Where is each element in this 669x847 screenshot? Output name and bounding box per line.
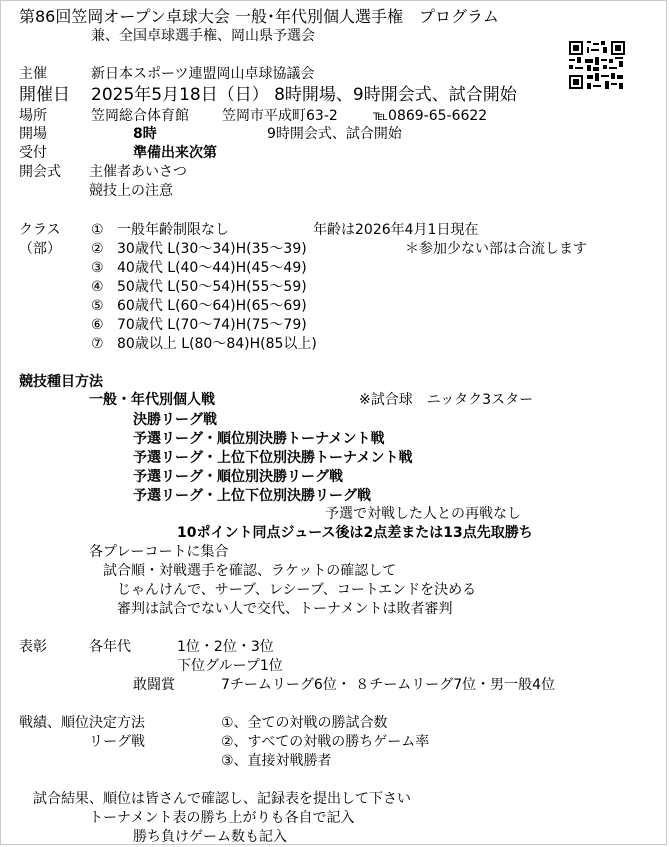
class-item: 30歳代 L(30～34)H(35～39): [117, 241, 307, 257]
footer-note: 勝ち負けゲーム数も記入: [133, 829, 287, 845]
class-item: 40歳代 L(40～44)H(45～49): [117, 260, 307, 276]
date-label: 開催日: [19, 85, 70, 105]
format-item: 決勝リーグ戦: [133, 412, 217, 428]
umpire-note: 審判は試合でない人で交代、トーナメントは敗者審判: [117, 601, 453, 617]
event-type: 一般・年代別個人戦: [89, 392, 215, 408]
qr-code-icon: [567, 39, 627, 91]
ranking-rule: ②、すべての対戦の勝ちゲーム率: [221, 734, 430, 750]
footer-note: トーナメント表の勝ち上がりも各自で記入: [89, 810, 355, 826]
class-number: ⑥: [91, 317, 104, 333]
award-lower-group: 下位グループ1位: [177, 658, 283, 674]
awards-age-label: 各年代: [89, 639, 131, 655]
ranking-rule: ①、全ての対戦の勝試合数: [221, 715, 388, 731]
fighting-spirit-label: 敢闘賞: [133, 677, 175, 693]
organizer-label: 主催: [19, 66, 47, 82]
organizer: 新日本スポーツ連盟岡山卓球協議会: [91, 66, 315, 82]
court-gather: 各プレーコートに集合: [89, 544, 229, 560]
event-date: 2025年5月18日（日） 8時開場、9時開会式、試合開始: [91, 85, 517, 105]
class-label: クラス: [19, 222, 61, 238]
page-subtitle: 兼、全国卓球選手権、岡山県予選会: [91, 28, 315, 44]
venue-tel: ℡0869-65-6622: [373, 108, 488, 124]
page-title: 第86回笠岡オープン卓球大会 一般･年代別個人選手権 プログラム: [19, 7, 499, 26]
awards-label: 表彰: [19, 639, 47, 655]
age-note: 年齢は2026年4月1日現在: [313, 222, 479, 238]
class-label-sub: （部）: [19, 241, 61, 257]
ranking-rule: ③、直接対戦勝者: [221, 753, 332, 769]
ball-note: ※試合球 ニッタク3スター: [359, 392, 534, 408]
reception-label: 受付: [19, 145, 47, 161]
class-number: ⑤: [91, 298, 104, 314]
footer-note: 試合結果、順位は皆さんで確認し、記録表を提出して下さい: [33, 791, 411, 807]
class-item: 50歳代 L(50～54)H(55～59): [117, 279, 307, 295]
class-item: 60歳代 L(60～64)H(65～69): [117, 298, 307, 314]
class-item: 一般年齢制限なし: [117, 222, 229, 238]
venue-label: 場所: [19, 108, 47, 124]
class-number: ④: [91, 279, 104, 295]
method-heading: 競技種目方法: [19, 374, 103, 390]
venue: 笠岡総合体育館: [91, 108, 189, 124]
format-item: 予選リーグ・順位別決勝リーグ戦: [133, 469, 343, 485]
venue-address: 笠岡市平成町63-2: [222, 108, 338, 124]
format-item: 予選リーグ・順位別決勝トーナメント戦: [133, 431, 385, 447]
merge-note: ＊参加少ない部は合流します: [405, 241, 587, 257]
confirm-note: 試合順・対戦選手を確認、ラケットの確認して: [103, 563, 397, 579]
ranking-sub-label: リーグ戦: [89, 734, 145, 750]
fighting-spirit-detail: 7チームリーグ6位・ ８チームリーグ7位・男一般4位: [221, 677, 556, 693]
class-item: 70歳代 L(70～74)H(75～79): [117, 317, 307, 333]
ceremony-label: 開会式: [19, 164, 61, 180]
deuce-rule: 10ポイント同点ジュース後は2点差または13点先取勝ち: [177, 525, 533, 541]
class-number: ③: [91, 260, 104, 276]
ceremony-item: 競技上の注意: [89, 183, 173, 199]
award-places: 1位・2位・3位: [177, 639, 274, 655]
class-item: 80歳以上 L(80～84)H(85以上): [117, 336, 317, 352]
janken-note: じゃんけんで、サーブ、レシーブ、コートエンドを決める: [117, 582, 477, 598]
format-item: 予選リーグ・上位下位別決勝リーグ戦: [133, 488, 371, 504]
class-number: ②: [91, 241, 104, 257]
open-note: 9時開会式、試合開始: [267, 126, 402, 142]
format-item: 予選リーグ・上位下位別決勝トーナメント戦: [133, 450, 413, 466]
no-rematch-note: 予選で対戦した人との再戦なし: [325, 506, 521, 522]
class-number: ①: [91, 222, 104, 238]
ranking-label: 戦績、順位決定方法: [19, 715, 145, 731]
open-time: 8時: [133, 126, 157, 142]
reception: 準備出来次第: [133, 145, 217, 161]
open-label: 開場: [19, 126, 47, 142]
class-number: ⑦: [91, 336, 104, 352]
ceremony-item: 主催者あいさつ: [89, 164, 187, 180]
